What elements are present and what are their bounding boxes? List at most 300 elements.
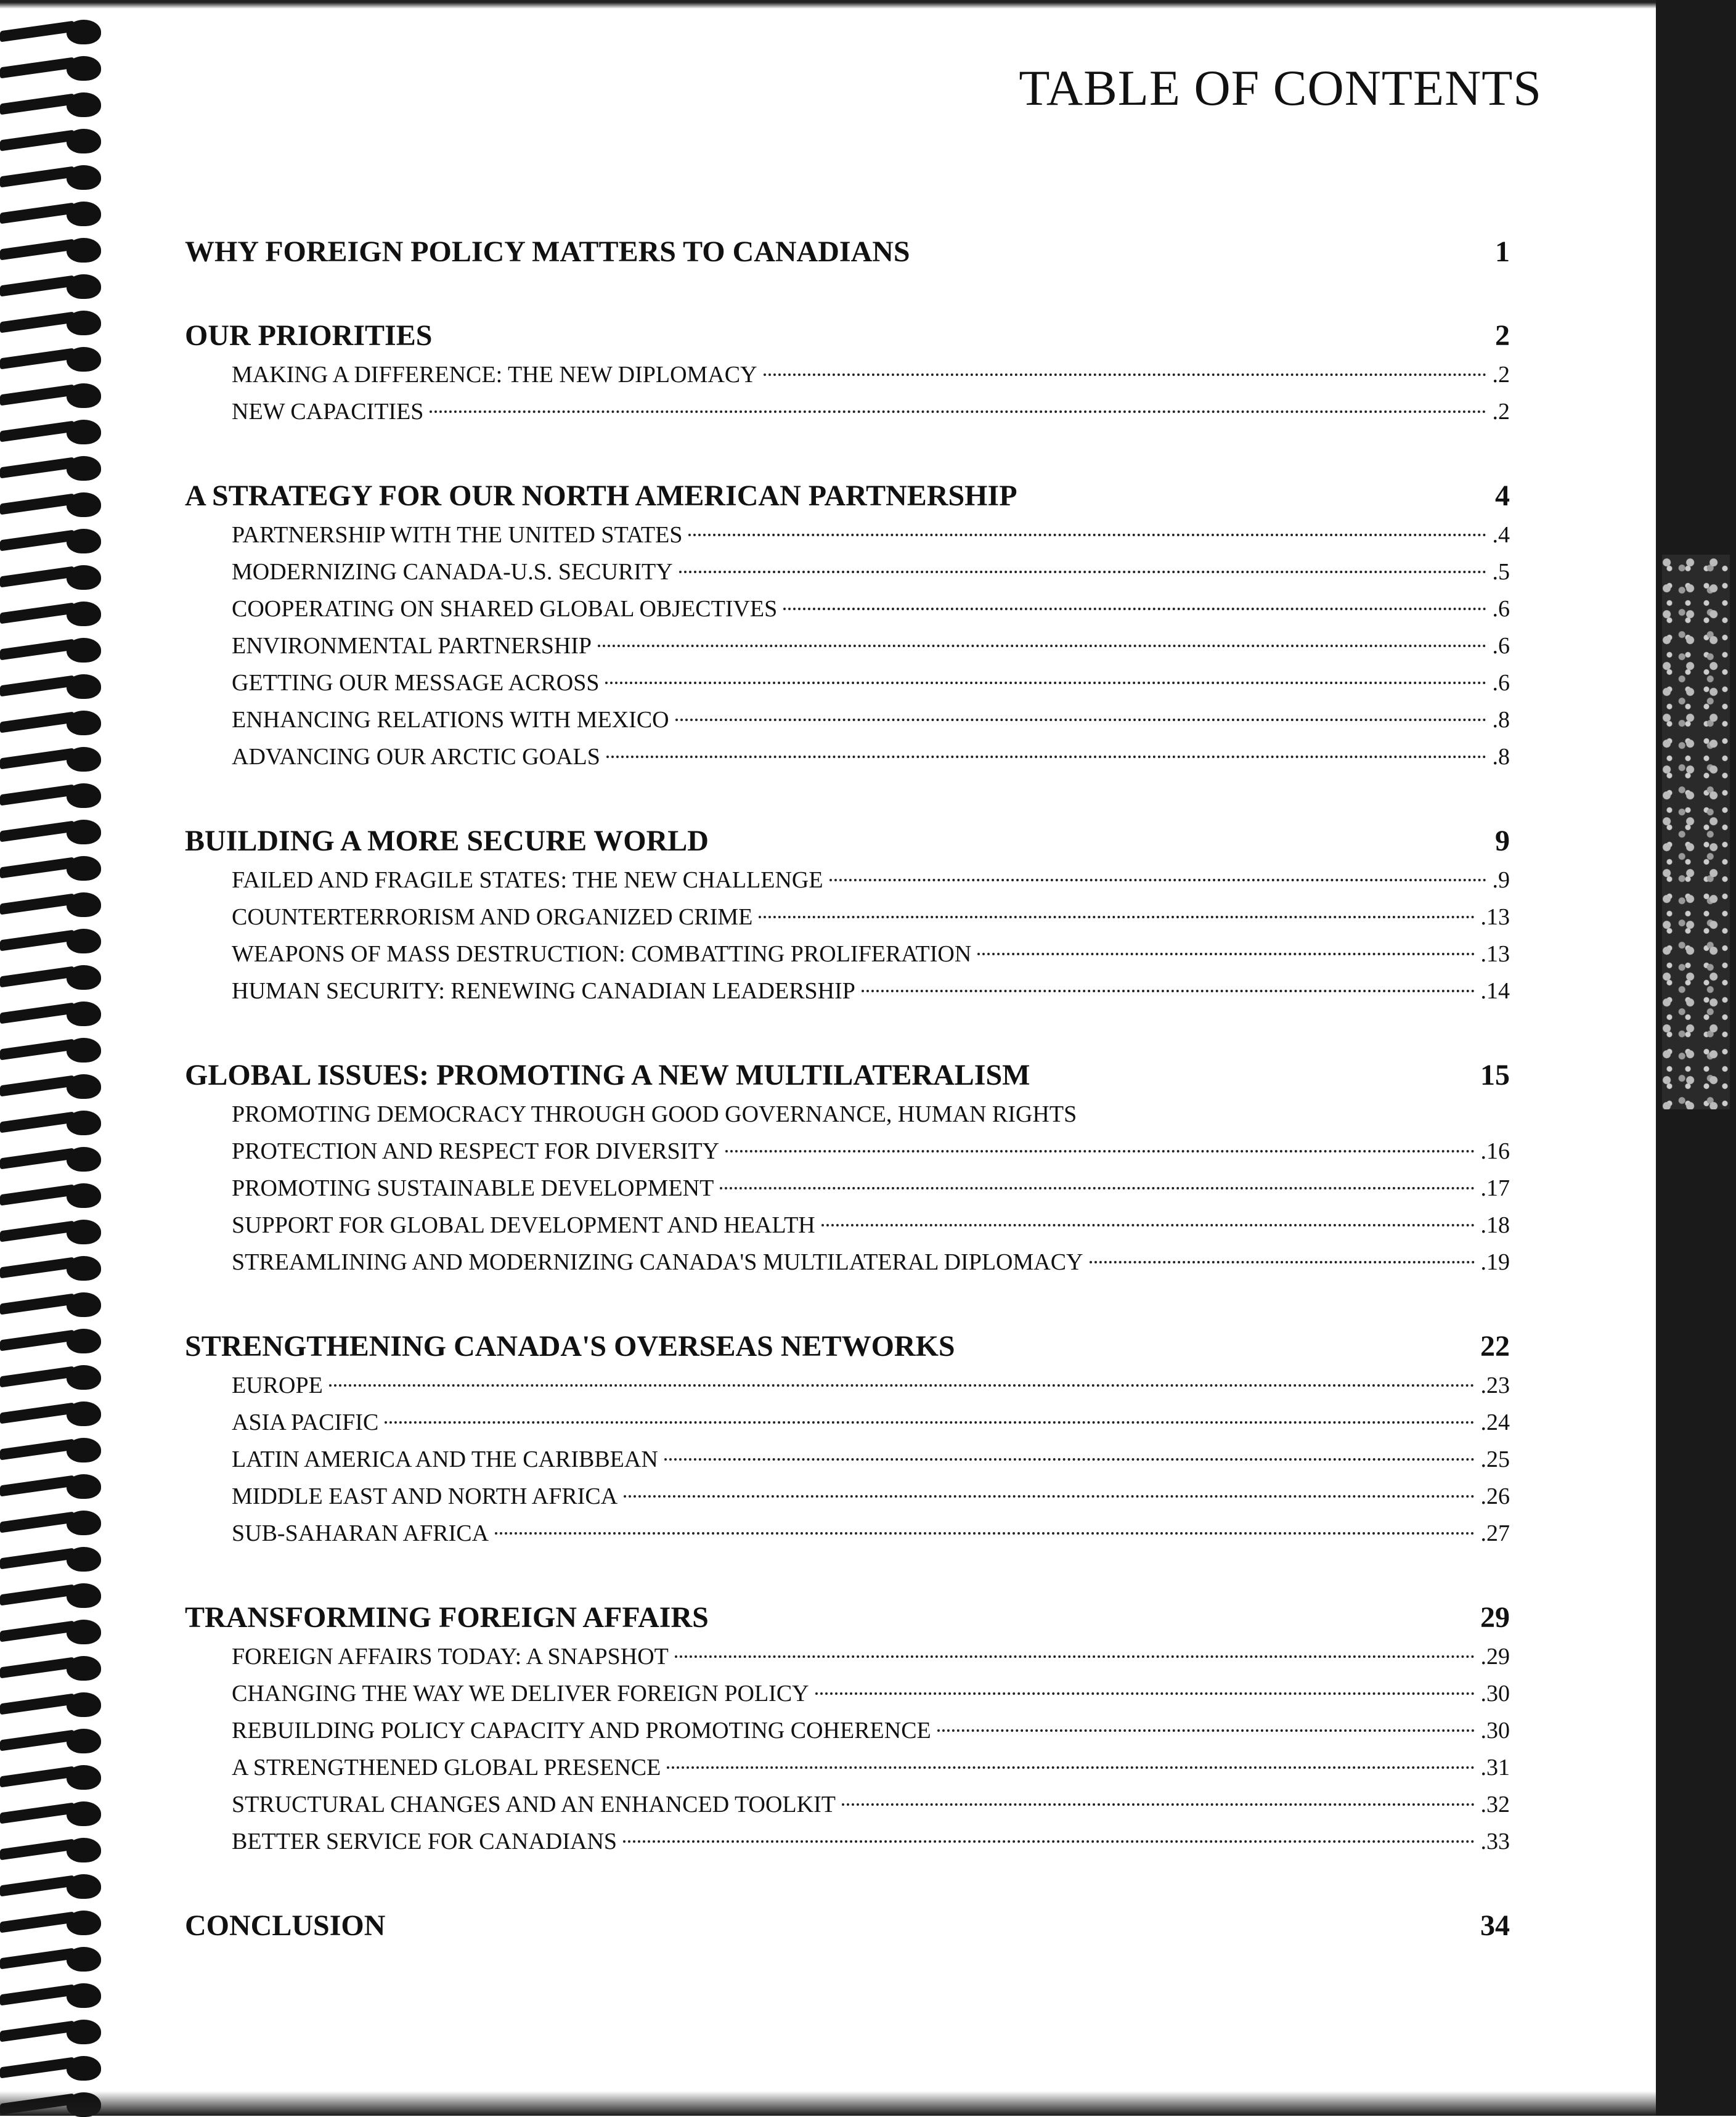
- coil-wire: [0, 857, 74, 879]
- binding-coil: [0, 2055, 105, 2079]
- coil-wire: [0, 1221, 74, 1242]
- coil-loop: [67, 1911, 101, 1935]
- dot-leader: [1090, 1261, 1475, 1263]
- toc-entry[interactable]: [185, 1207, 1510, 1244]
- coil-loop: [67, 638, 101, 663]
- binding-coil: [0, 1946, 105, 1970]
- coil-wire: [0, 930, 74, 952]
- entry-label: ENVIRONMENTAL PARTNERSHIP: [232, 633, 592, 659]
- scan-bottom-edge: [0, 2091, 1736, 2116]
- toc-entry[interactable]: [185, 1404, 1510, 1441]
- section-heading[interactable]: [185, 1058, 1510, 1093]
- entry-label: REBUILDING POLICY CAPACITY AND PROMOTING COHERENCE: [232, 1718, 931, 1744]
- binding-coil: [0, 1618, 105, 1643]
- coil-loop: [67, 820, 101, 844]
- toc-entry[interactable]: [185, 664, 1510, 701]
- coil-loop: [67, 711, 101, 735]
- section-heading[interactable]: [185, 823, 1510, 859]
- binding-coil: [0, 1037, 105, 1061]
- dot-leader: [725, 1150, 1474, 1152]
- coil-loop: [67, 383, 101, 408]
- binding-coil: [0, 200, 105, 225]
- coil-loop: [67, 1583, 101, 1608]
- dot-leader: [667, 1766, 1474, 1769]
- coil-loop: [67, 1329, 101, 1353]
- entry-page: .13: [1480, 941, 1510, 967]
- entry-label: ADVANCING OUR ARCTIC GOALS: [232, 744, 600, 770]
- coil-wire: [0, 1839, 74, 1861]
- coil-loop: [67, 965, 101, 990]
- coil-wire: [0, 1112, 74, 1133]
- toc-entry[interactable]: [185, 1712, 1510, 1749]
- coil-wire: [0, 966, 74, 988]
- toc-entry[interactable]: [185, 1749, 1510, 1786]
- section-title: CONCLUSION: [185, 1909, 386, 1942]
- entry-page: .17: [1480, 1175, 1510, 1201]
- binding-coil: [0, 564, 105, 589]
- coil-loop: [67, 1620, 101, 1644]
- entry-page: .26: [1480, 1483, 1510, 1509]
- toc-entry[interactable]: [185, 1170, 1510, 1207]
- section-page: 2: [1495, 319, 1510, 352]
- scan-top-edge: [0, 0, 1736, 9]
- section-page: 15: [1480, 1059, 1510, 1091]
- toc-entry[interactable]: [185, 356, 1510, 393]
- coil-wire: [0, 2021, 74, 2042]
- entry-page: .31: [1480, 1755, 1510, 1780]
- coil-loop: [67, 347, 101, 372]
- entry-label: ASIA PACIFIC: [232, 1409, 379, 1435]
- entry-label: NEW CAPACITIES: [232, 399, 424, 425]
- coil-loop: [67, 238, 101, 263]
- coil-loop: [67, 420, 101, 444]
- entry-page: .6: [1492, 633, 1510, 659]
- entry-page: .27: [1480, 1520, 1510, 1546]
- binding-coil: [0, 891, 105, 916]
- coil-wire: [0, 1148, 74, 1170]
- binding-coil: [0, 18, 105, 43]
- coil-loop: [67, 1147, 101, 1172]
- dot-leader: [679, 571, 1486, 573]
- entry-label: BETTER SERVICE FOR CANADIANS: [232, 1829, 617, 1854]
- toc-section: [185, 1058, 1510, 1281]
- binding-coil: [0, 1291, 105, 1316]
- scan-right-edge: [1656, 0, 1736, 2116]
- binding-coil: [0, 1582, 105, 1607]
- coil-wire: [0, 1185, 74, 1206]
- coil-loop: [67, 674, 101, 699]
- section-page: 34: [1480, 1909, 1510, 1942]
- coil-loop: [67, 565, 101, 590]
- entry-label: HUMAN SECURITY: RENEWING CANADIAN LEADERSHIP: [232, 978, 855, 1004]
- toc-entry[interactable]: [185, 738, 1510, 775]
- toc-entry[interactable]: [185, 1367, 1510, 1404]
- binding-coil: [0, 1764, 105, 1789]
- coil-loop: [67, 892, 101, 917]
- binding-coil: [0, 746, 105, 770]
- coil-wire: [0, 385, 74, 406]
- coil-wire: [0, 566, 74, 588]
- section-heading[interactable]: [185, 234, 1510, 270]
- entry-page: .24: [1480, 1409, 1510, 1435]
- spiral-binding: [0, 0, 105, 2116]
- entry-page: .29: [1480, 1644, 1510, 1670]
- toc-section: [185, 478, 1510, 775]
- toc-entry[interactable]: [185, 701, 1510, 738]
- coil-loop: [67, 1220, 101, 1244]
- entry-label: SUB-SAHARAN AFRICA: [232, 1520, 489, 1546]
- entry-page: .8: [1492, 744, 1510, 770]
- entry-page: .16: [1480, 1138, 1510, 1164]
- dot-leader: [815, 1692, 1475, 1695]
- coil-loop: [67, 1365, 101, 1390]
- coil-wire: [0, 675, 74, 697]
- binding-coil: [0, 1546, 105, 1570]
- section-page: 29: [1480, 1601, 1510, 1634]
- coil-wire: [0, 821, 74, 842]
- toc-section: [185, 823, 1510, 1010]
- coil-wire: [0, 2057, 74, 2079]
- binding-coil: [0, 309, 105, 334]
- entry-label: GETTING OUR MESSAGE ACROSS: [232, 670, 600, 696]
- entry-page: .6: [1492, 596, 1510, 622]
- entry-page: .13: [1480, 904, 1510, 930]
- binding-coil: [0, 1655, 105, 1679]
- dot-leader: [821, 1224, 1475, 1226]
- coil-loop: [67, 602, 101, 626]
- entry-page: .30: [1480, 1681, 1510, 1707]
- entry-label: LATIN AMERICA AND THE CARIBBEAN: [232, 1446, 658, 1472]
- entry-page: .14: [1480, 978, 1510, 1004]
- coil-wire: [0, 1694, 74, 1715]
- entry-label: STREAMLINING AND MODERNIZING CANADA'S MULTILATERAL DIPLOMACY: [232, 1249, 1083, 1275]
- binding-coil: [0, 1909, 105, 1934]
- coil-loop: [67, 456, 101, 481]
- coil-loop: [67, 129, 101, 153]
- binding-coil: [0, 1727, 105, 1752]
- binding-coil: [0, 1218, 105, 1243]
- coil-wire: [0, 421, 74, 443]
- coil-loop: [67, 1765, 101, 1790]
- coil-loop: [67, 783, 101, 808]
- binding-coil: [0, 1800, 105, 1825]
- dot-leader: [937, 1729, 1475, 1732]
- coil-wire: [0, 785, 74, 806]
- entry-label: PROTECTION AND RESPECT FOR DIVERSITY: [232, 1138, 720, 1164]
- coil-loop: [67, 92, 101, 117]
- coil-loop: [67, 1838, 101, 1862]
- coil-loop: [67, 1001, 101, 1026]
- binding-coil: [0, 491, 105, 516]
- entry-label: COUNTERTERRORISM AND ORGANIZED CRIME: [232, 904, 753, 930]
- coil-loop: [67, 529, 101, 553]
- entry-label: STRUCTURAL CHANGES AND AN ENHANCED TOOLKIT: [232, 1792, 836, 1817]
- section-title: TRANSFORMING FOREIGN AFFAIRS: [185, 1601, 709, 1634]
- coil-wire: [0, 1621, 74, 1642]
- toc-entry[interactable]: [185, 1515, 1510, 1552]
- coil-loop: [67, 1511, 101, 1535]
- entry-page: .30: [1480, 1718, 1510, 1744]
- coil-loop: [67, 165, 101, 190]
- entry-label: ENHANCING RELATIONS WITH MEXICO: [232, 707, 669, 733]
- coil-wire: [0, 1039, 74, 1061]
- toc-section: [185, 1329, 1510, 1552]
- coil-loop: [67, 311, 101, 335]
- binding-coil: [0, 1255, 105, 1279]
- coil-loop: [67, 2056, 101, 2081]
- toc-section: [185, 318, 1510, 430]
- coil-wire: [0, 748, 74, 770]
- section-page: 9: [1495, 825, 1510, 857]
- binding-coil: [0, 964, 105, 989]
- section-heading[interactable]: [185, 318, 1510, 354]
- coil-loop: [67, 1874, 101, 1899]
- toc-entry[interactable]: [185, 1786, 1510, 1823]
- coil-loop: [67, 274, 101, 299]
- section-title: STRENGTHENING CANADA'S OVERSEAS NETWORKS: [185, 1330, 955, 1363]
- entry-page: .25: [1480, 1446, 1510, 1472]
- entry-label: EUROPE: [232, 1373, 323, 1398]
- coil-wire: [0, 21, 74, 43]
- coil-loop: [67, 1074, 101, 1099]
- section-page: 22: [1480, 1330, 1510, 1363]
- toc-section: [185, 1600, 1510, 1860]
- coil-wire: [0, 1803, 74, 1824]
- toc-entry[interactable]: [185, 627, 1510, 664]
- entry-page: .6: [1492, 670, 1510, 696]
- dot-leader: [783, 608, 1486, 610]
- toc-entry[interactable]: [185, 393, 1510, 430]
- section-heading[interactable]: [185, 1329, 1510, 1364]
- toc-entry[interactable]: [185, 862, 1510, 899]
- dot-leader: [675, 719, 1486, 721]
- binding-coil: [0, 1691, 105, 1716]
- coil-loop: [67, 1983, 101, 2008]
- section-title: GLOBAL ISSUES: PROMOTING A NEW MULTILATERALISM: [185, 1059, 1030, 1091]
- binding-coil: [0, 128, 105, 152]
- coil-wire: [0, 312, 74, 333]
- dot-leader: [664, 1458, 1475, 1461]
- entry-page: .33: [1480, 1829, 1510, 1854]
- coil-loop: [67, 1038, 101, 1063]
- page-title: TABLE OF CONTENTS: [1019, 60, 1542, 116]
- dot-leader: [430, 410, 1486, 413]
- entry-label: COOPERATING ON SHARED GLOBAL OBJECTIVES: [232, 596, 778, 622]
- section-title: OUR PRIORITIES: [185, 319, 433, 352]
- binding-coil: [0, 637, 105, 661]
- entry-page: .18: [1480, 1212, 1510, 1238]
- binding-coil: [0, 1146, 105, 1170]
- dot-leader: [862, 990, 1475, 992]
- dot-leader: [688, 534, 1486, 536]
- entry-page: .19: [1480, 1249, 1510, 1275]
- coil-wire: [0, 1548, 74, 1570]
- entry-label: FAILED AND FRAGILE STATES: THE NEW CHALLENGE: [232, 867, 823, 893]
- scan-noise: [1662, 555, 1730, 1109]
- coil-loop: [67, 1947, 101, 1972]
- coil-loop: [67, 1656, 101, 1681]
- coil-loop: [67, 1474, 101, 1499]
- coil-wire: [0, 457, 74, 479]
- dot-leader: [605, 682, 1486, 684]
- section-title: A STRATEGY FOR OUR NORTH AMERICAN PARTNERSHIP: [185, 479, 1017, 512]
- coil-loop: [67, 1111, 101, 1135]
- section-heading[interactable]: [185, 1600, 1510, 1636]
- coil-wire: [0, 203, 74, 224]
- coil-wire: [0, 530, 74, 552]
- coil-loop: [67, 2020, 101, 2044]
- binding-coil: [0, 55, 105, 80]
- entry-label: SUPPORT FOR GLOBAL DEVELOPMENT AND HEALTH: [232, 1212, 815, 1238]
- binding-coil: [0, 455, 105, 479]
- coil-loop: [67, 492, 101, 517]
- toc-entry[interactable]: [185, 1133, 1510, 1170]
- binding-coil: [0, 418, 105, 443]
- toc-entry[interactable]: [185, 1638, 1510, 1675]
- dot-leader: [675, 1655, 1475, 1658]
- coil-wire: [0, 1366, 74, 1388]
- binding-coil: [0, 273, 105, 298]
- toc-entry[interactable]: [185, 590, 1510, 627]
- coil-wire: [0, 639, 74, 661]
- entry-page: .2: [1492, 362, 1510, 388]
- coil-wire: [0, 603, 74, 624]
- coil-wire: [0, 1330, 74, 1352]
- dot-leader: [624, 1495, 1474, 1498]
- binding-coil: [0, 709, 105, 734]
- dot-leader: [623, 1840, 1474, 1843]
- entry-page: .2: [1492, 399, 1510, 425]
- toc-entry[interactable]: [185, 973, 1510, 1010]
- coil-wire: [0, 1948, 74, 1970]
- binding-coil: [0, 1400, 105, 1425]
- coil-loop: [67, 1692, 101, 1717]
- section-page: 4: [1495, 479, 1510, 512]
- dot-leader: [385, 1421, 1474, 1424]
- toc-entry[interactable]: [185, 1441, 1510, 1478]
- binding-coil: [0, 91, 105, 116]
- entry-page: .8: [1492, 707, 1510, 733]
- entry-label: MODERNIZING CANADA-U.S. SECURITY: [232, 559, 673, 585]
- coil-wire: [0, 712, 74, 733]
- dot-leader: [977, 953, 1474, 955]
- coil-wire: [0, 1294, 74, 1315]
- coil-wire: [0, 1075, 74, 1097]
- coil-wire: [0, 894, 74, 915]
- toc-entry-continued[interactable]: PROMOTING DEMOCRACY THROUGH GOOD GOVERNANCE, HUMAN RIGHTS: [232, 1101, 1077, 1127]
- coil-wire: [0, 1003, 74, 1024]
- binding-coil: [0, 2018, 105, 2043]
- coil-loop: [67, 1183, 101, 1208]
- coil-wire: [0, 1875, 74, 1897]
- toc-section: [185, 1908, 1510, 1944]
- binding-coil: [0, 1473, 105, 1498]
- binding-coil: [0, 1837, 105, 1861]
- binding-coil: [0, 1364, 105, 1389]
- dot-leader: [598, 645, 1486, 647]
- section-heading[interactable]: [185, 1908, 1510, 1944]
- toc-entry[interactable]: [185, 1675, 1510, 1712]
- coil-wire: [0, 348, 74, 370]
- coil-wire: [0, 1585, 74, 1606]
- entry-label: MAKING A DIFFERENCE: THE NEW DIPLOMACY: [232, 362, 757, 388]
- section-title: WHY FOREIGN POLICY MATTERS TO CANADIANS: [185, 235, 910, 268]
- coil-wire: [0, 1475, 74, 1497]
- binding-coil: [0, 528, 105, 552]
- dot-leader: [720, 1187, 1474, 1189]
- toc-entry[interactable]: [185, 553, 1510, 590]
- coil-wire: [0, 57, 74, 79]
- toc-entry[interactable]: [185, 936, 1510, 973]
- toc-section: [185, 234, 1510, 270]
- toc-entry[interactable]: [185, 1244, 1510, 1281]
- binding-coil: [0, 1182, 105, 1207]
- coil-wire: [0, 1984, 74, 2006]
- section-heading[interactable]: [185, 478, 1510, 514]
- binding-coil: [0, 928, 105, 952]
- binding-coil: [0, 1000, 105, 1025]
- binding-coil: [0, 782, 105, 807]
- entry-label: A STRENGTHENED GLOBAL PRESENCE: [232, 1755, 661, 1780]
- entry-page: .9: [1492, 867, 1510, 893]
- coil-loop: [67, 1438, 101, 1462]
- dot-leader: [842, 1803, 1475, 1806]
- coil-loop: [67, 20, 101, 44]
- dot-leader: [764, 373, 1486, 376]
- coil-loop: [67, 856, 101, 881]
- section-page: 1: [1495, 235, 1510, 268]
- coil-wire: [0, 1439, 74, 1461]
- toc-entry[interactable]: [185, 1823, 1510, 1860]
- entry-page: .5: [1492, 559, 1510, 585]
- coil-loop: [67, 747, 101, 772]
- binding-coil: [0, 164, 105, 189]
- coil-wire: [0, 275, 74, 297]
- binding-coil: [0, 237, 105, 261]
- coil-loop: [67, 1729, 101, 1753]
- coil-loop: [67, 1401, 101, 1426]
- coil-wire: [0, 1512, 74, 1533]
- coil-loop: [67, 1801, 101, 1826]
- toc-entry[interactable]: [185, 516, 1510, 553]
- entry-label: CHANGING THE WAY WE DELIVER FOREIGN POLICY: [232, 1681, 809, 1707]
- binding-coil: [0, 855, 105, 879]
- binding-coil: [0, 1073, 105, 1098]
- toc-entry[interactable]: [185, 1478, 1510, 1515]
- binding-coil: [0, 673, 105, 698]
- binding-coil: [0, 1982, 105, 2007]
- binding-coil: [0, 1109, 105, 1134]
- binding-coil: [0, 382, 105, 407]
- binding-coil: [0, 1437, 105, 1461]
- entry-label: PROMOTING SUSTAINABLE DEVELOPMENT: [232, 1175, 714, 1201]
- coil-loop: [67, 1292, 101, 1317]
- entry-page: .23: [1480, 1373, 1510, 1398]
- coil-wire: [0, 1730, 74, 1752]
- coil-wire: [0, 1403, 74, 1424]
- coil-loop: [67, 202, 101, 226]
- section-title: BUILDING A MORE SECURE WORLD: [185, 825, 709, 857]
- coil-loop: [67, 1256, 101, 1281]
- entry-label: MIDDLE EAST AND NORTH AFRICA: [232, 1483, 618, 1509]
- dot-leader: [329, 1384, 1475, 1387]
- toc-entry[interactable]: [185, 899, 1510, 936]
- entry-page: .32: [1480, 1792, 1510, 1817]
- coil-wire: [0, 1257, 74, 1279]
- binding-coil: [0, 1509, 105, 1534]
- entry-label: FOREIGN AFFAIRS TODAY: A SNAPSHOT: [232, 1644, 669, 1670]
- dot-leader: [606, 756, 1486, 758]
